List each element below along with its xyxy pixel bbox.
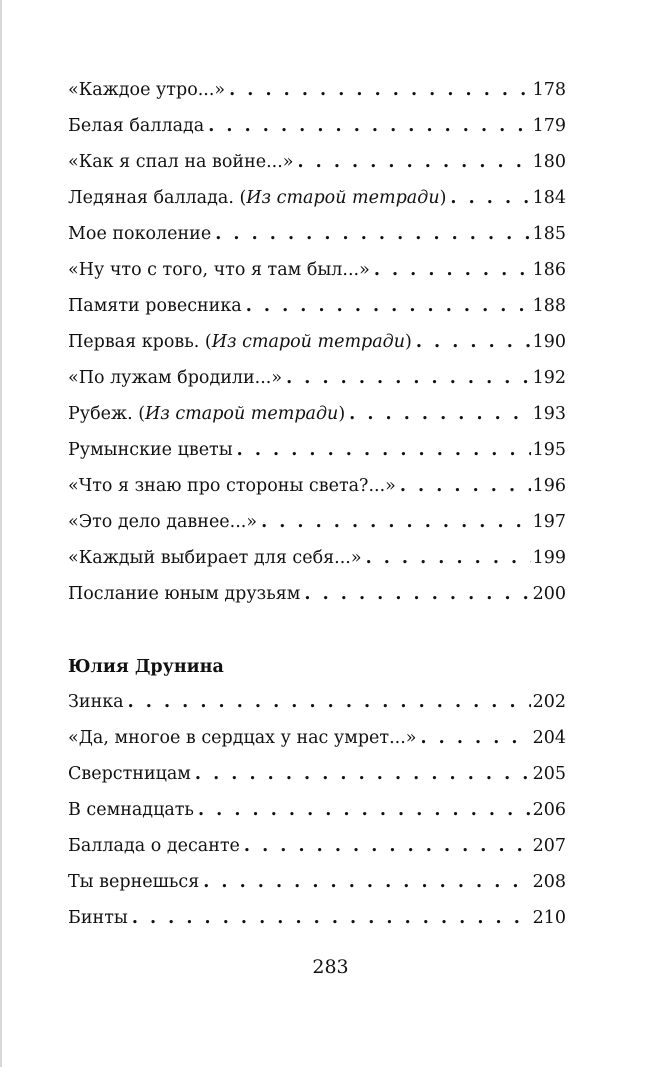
entry-page-number: 210 [532, 908, 566, 928]
entry-title: «Это дело давнее...» [68, 512, 258, 532]
entry-title: В семнадцать [68, 800, 194, 820]
entry-title: Румынские цветы [68, 440, 233, 460]
author-heading: Юлия Друнина [68, 657, 224, 677]
entry-title: «Что я знаю про стороны света?...» [68, 476, 396, 496]
entry-title: Рубеж. (Из старой тетради) [68, 404, 346, 424]
entry-title: Первая кровь. (Из старой тетради) [68, 332, 412, 352]
entry-title: Ледяная баллада. (Из старой тетради) [68, 188, 447, 208]
entry-title: Памяти ровесника [68, 296, 242, 316]
toc-entry [68, 72, 566, 108]
toc-entry [68, 108, 566, 144]
dot-leader [215, 216, 530, 252]
toc-entry [68, 720, 566, 756]
toc-entry [68, 432, 566, 468]
entry-title: Мое поколение [68, 224, 212, 244]
entry-page-number: 193 [532, 404, 566, 424]
entry-title: «Да, многое в сердцах у нас умрет...» [68, 728, 417, 748]
dot-leader [304, 576, 530, 612]
entry-page-number: 192 [532, 368, 566, 388]
entry-page-number: 190 [532, 332, 566, 352]
page-edge-rule [0, 0, 2, 1067]
dot-leader [450, 180, 530, 216]
toc-entry [68, 180, 566, 216]
toc-entry [68, 360, 566, 396]
toc-entry [68, 324, 566, 360]
toc-entry [68, 468, 566, 504]
entry-title: «Ну что с того, что я там был...» [68, 260, 370, 280]
page-number: 283 [312, 956, 349, 978]
entry-page-number: 185 [532, 224, 566, 244]
dot-leader [246, 288, 531, 324]
toc-entry [68, 684, 566, 720]
entry-page-number: 184 [532, 188, 566, 208]
dot-leader [286, 360, 531, 396]
dot-leader [416, 324, 531, 360]
toc-entry [68, 792, 566, 828]
entry-title: «По лужам бродили...» [68, 368, 283, 388]
entry-page-number: 178 [532, 80, 566, 100]
dot-leader [244, 828, 531, 864]
entry-page-number: 197 [532, 512, 566, 532]
dot-leader [198, 792, 531, 828]
dot-leader [229, 72, 530, 108]
toc-entry [68, 252, 566, 288]
toc-entry [68, 900, 566, 936]
entry-page-number: 180 [532, 152, 566, 172]
toc-entry [68, 144, 566, 180]
toc-entry [68, 576, 566, 612]
toc-entry [68, 288, 566, 324]
dot-leader [237, 432, 531, 468]
dot-leader [195, 756, 531, 792]
dot-leader [366, 540, 531, 576]
dot-leader [203, 864, 530, 900]
section-spacer [68, 612, 566, 650]
toc-entry [68, 504, 566, 540]
entry-title: Ты вернешься [68, 872, 200, 892]
entry-page-number: 196 [532, 476, 566, 496]
entry-title: Послание юным друзьям [68, 584, 301, 604]
entry-page-number: 206 [532, 800, 566, 820]
dot-leader [349, 396, 530, 432]
dot-leader [298, 144, 531, 180]
toc-entry [68, 864, 566, 900]
entry-page-number: 188 [532, 296, 566, 316]
entry-page-number: 207 [532, 836, 566, 856]
entry-page-number: 195 [532, 440, 566, 460]
entry-title: Зинка [68, 692, 124, 712]
table-of-contents [68, 72, 566, 936]
toc-entry [68, 540, 566, 576]
dot-leader [420, 720, 530, 756]
dot-leader [208, 108, 530, 144]
entry-page-number: 202 [532, 692, 566, 712]
entry-page-number: 204 [532, 728, 566, 748]
entry-page-number: 208 [532, 872, 566, 892]
entry-title: «Каждый выбирает для себя...» [68, 548, 362, 568]
toc-entry [68, 216, 566, 252]
entry-title: Белая баллада [68, 116, 205, 136]
toc-entry [68, 828, 566, 864]
entry-title: Бинты [68, 908, 128, 928]
dot-leader [128, 684, 531, 720]
entry-page-number: 200 [532, 584, 566, 604]
toc-entry [68, 756, 566, 792]
entry-page-number: 199 [532, 548, 566, 568]
entry-page-number: 186 [532, 260, 566, 280]
dot-leader [132, 900, 531, 936]
dot-leader [261, 504, 531, 540]
entry-title: «Каждое утро...» [68, 80, 226, 100]
dot-leader [374, 252, 531, 288]
entry-page-number: 179 [532, 116, 566, 136]
entry-title: «Как я спал на войне...» [68, 152, 294, 172]
toc-entry [68, 396, 566, 432]
entry-title: Сверстницам [68, 764, 191, 784]
entry-page-number: 205 [532, 764, 566, 784]
entry-title: Баллада о десанте [68, 836, 240, 856]
dot-leader [400, 468, 531, 504]
